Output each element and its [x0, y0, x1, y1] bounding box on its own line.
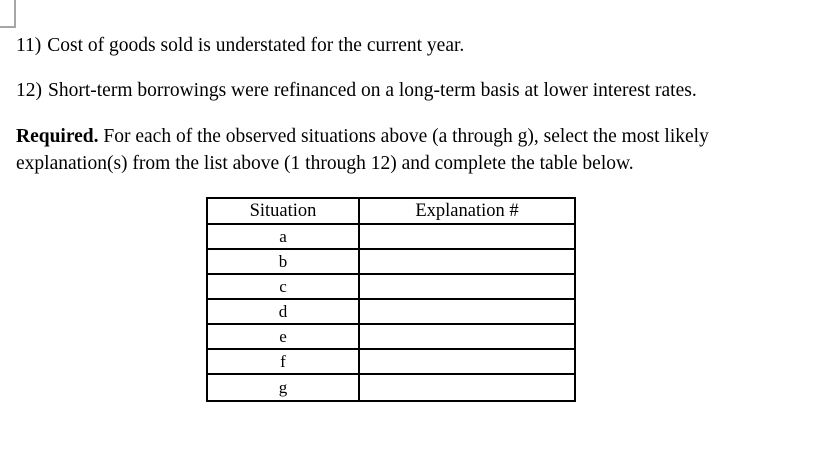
- explanation-cell[interactable]: [360, 325, 574, 350]
- page-corner-mark: [0, 0, 16, 28]
- explanation-cell[interactable]: [360, 375, 574, 400]
- situation-cell: b: [208, 250, 360, 275]
- header-situation: Situation: [208, 199, 360, 225]
- answer-table: [206, 197, 576, 402]
- required-instructions: [16, 123, 816, 177]
- situation-cell: c: [208, 275, 360, 300]
- item-number: 12): [16, 80, 42, 101]
- table-row: [208, 250, 574, 275]
- table-row: [208, 375, 574, 400]
- table-header-row: [208, 199, 574, 225]
- table-row: [208, 325, 574, 350]
- situation-cell: d: [208, 300, 360, 325]
- table-row: [208, 225, 574, 250]
- explanation-cell[interactable]: [360, 275, 574, 300]
- situation-cell: e: [208, 325, 360, 350]
- situation-cell: g: [208, 375, 360, 400]
- item-number: 11): [16, 35, 42, 56]
- list-item-12: [16, 78, 697, 104]
- explanation-cell[interactable]: [360, 350, 574, 375]
- explanation-cell[interactable]: [360, 300, 574, 325]
- header-explanation: Explanation #: [360, 199, 574, 225]
- required-text: For each of the observed situations above (a through g), select the most likely explanation(s) from the list above (1 through 12) and complete the table below.: [16, 126, 709, 174]
- item-text: Cost of goods sold is understated for the current year.: [47, 35, 465, 56]
- explanation-cell[interactable]: [360, 225, 574, 250]
- required-label: Required.: [16, 126, 99, 147]
- table-row: [208, 350, 574, 375]
- table-row: [208, 300, 574, 325]
- situation-cell: f: [208, 350, 360, 375]
- situation-cell: a: [208, 225, 360, 250]
- table-row: [208, 275, 574, 300]
- explanation-cell[interactable]: [360, 250, 574, 275]
- item-text: Short-term borrowings were refinanced on a long-term basis at lower interest rates.: [48, 80, 697, 101]
- list-item-11: [16, 33, 464, 59]
